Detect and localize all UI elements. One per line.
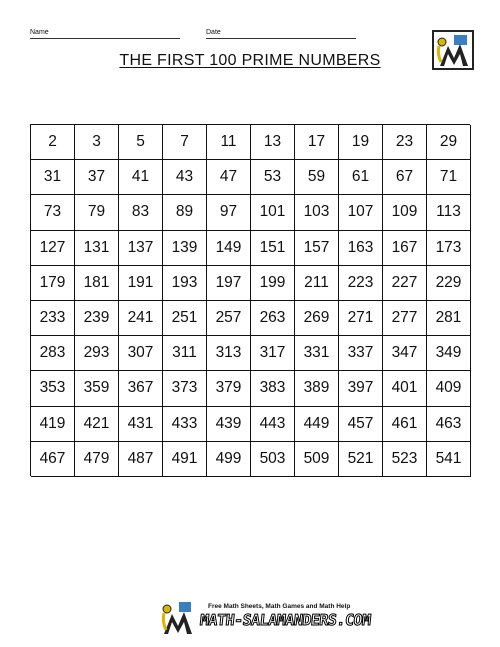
prime-cell: 463	[427, 407, 471, 442]
prime-cell: 79	[75, 195, 119, 230]
prime-cell: 109	[383, 195, 427, 230]
prime-cell: 349	[427, 336, 471, 371]
prime-cell: 409	[427, 371, 471, 406]
prime-cell: 127	[31, 231, 75, 266]
footer-brand-link[interactable]: MATH-SALAMANDERS.COM	[199, 611, 372, 629]
prime-cell: 373	[163, 371, 207, 406]
prime-cell: 269	[295, 301, 339, 336]
prime-cell: 23	[383, 125, 427, 160]
prime-cell: 43	[163, 160, 207, 195]
prime-cell: 359	[75, 371, 119, 406]
prime-cell: 5	[119, 125, 163, 160]
name-line	[30, 38, 180, 39]
prime-cell: 499	[207, 442, 251, 477]
footer-salamander-icon	[160, 600, 196, 636]
prime-cell: 521	[339, 442, 383, 477]
prime-cell: 53	[251, 160, 295, 195]
prime-cell: 211	[295, 266, 339, 301]
name-label: Name	[30, 29, 49, 36]
prime-cell: 457	[339, 407, 383, 442]
prime-cell: 331	[295, 336, 339, 371]
prime-cell: 317	[251, 336, 295, 371]
prime-cell: 389	[295, 371, 339, 406]
prime-cell: 541	[427, 442, 471, 477]
prime-cell: 509	[295, 442, 339, 477]
prime-cell: 71	[427, 160, 471, 195]
prime-cell: 151	[251, 231, 295, 266]
prime-cell: 281	[427, 301, 471, 336]
prime-cell: 461	[383, 407, 427, 442]
prime-cell: 251	[163, 301, 207, 336]
prime-cell: 293	[75, 336, 119, 371]
footer-tagline: Free Math Sheets, Math Games and Math Help	[208, 603, 351, 610]
prime-cell: 113	[427, 195, 471, 230]
prime-cell: 59	[295, 160, 339, 195]
page-title: THE FIRST 100 PRIME NUMBERS	[119, 52, 381, 69]
prime-cell: 139	[163, 231, 207, 266]
prime-cell: 271	[339, 301, 383, 336]
prime-cell: 433	[163, 407, 207, 442]
prime-cell: 263	[251, 301, 295, 336]
prime-cell: 31	[31, 160, 75, 195]
prime-cell: 431	[119, 407, 163, 442]
prime-cell: 449	[295, 407, 339, 442]
prime-cell: 443	[251, 407, 295, 442]
prime-cell: 83	[119, 195, 163, 230]
prime-cell: 29	[427, 125, 471, 160]
prime-cell: 379	[207, 371, 251, 406]
prime-cell: 103	[295, 195, 339, 230]
prime-cell: 101	[251, 195, 295, 230]
prime-cell: 503	[251, 442, 295, 477]
prime-cell: 239	[75, 301, 119, 336]
prime-cell: 107	[339, 195, 383, 230]
prime-cell: 89	[163, 195, 207, 230]
prime-cell: 523	[383, 442, 427, 477]
prime-cell: 257	[207, 301, 251, 336]
prime-cell: 401	[383, 371, 427, 406]
date-label: Date	[206, 29, 221, 36]
prime-cell: 199	[251, 266, 295, 301]
prime-cell: 11	[207, 125, 251, 160]
prime-cell: 13	[251, 125, 295, 160]
prime-cell: 491	[163, 442, 207, 477]
prime-cell: 383	[251, 371, 295, 406]
prime-cell: 173	[427, 231, 471, 266]
prime-cell: 197	[207, 266, 251, 301]
prime-cell: 227	[383, 266, 427, 301]
prime-cell: 307	[119, 336, 163, 371]
prime-cell: 313	[207, 336, 251, 371]
prime-cell: 179	[31, 266, 75, 301]
prime-cell: 163	[339, 231, 383, 266]
prime-cell: 421	[75, 407, 119, 442]
prime-cell: 283	[31, 336, 75, 371]
prime-table	[30, 124, 470, 476]
prime-cell: 397	[339, 371, 383, 406]
prime-cell: 311	[163, 336, 207, 371]
prime-cell: 37	[75, 160, 119, 195]
prime-cell: 67	[383, 160, 427, 195]
prime-cell: 229	[427, 266, 471, 301]
prime-cell: 19	[339, 125, 383, 160]
prime-cell: 347	[383, 336, 427, 371]
prime-cell: 419	[31, 407, 75, 442]
prime-cell: 241	[119, 301, 163, 336]
prime-cell: 61	[339, 160, 383, 195]
prime-cell: 137	[119, 231, 163, 266]
date-line	[206, 38, 356, 39]
prime-cell: 233	[31, 301, 75, 336]
prime-cell: 97	[207, 195, 251, 230]
prime-cell: 439	[207, 407, 251, 442]
prime-cell: 223	[339, 266, 383, 301]
prime-cell: 2	[31, 125, 75, 160]
prime-cell: 467	[31, 442, 75, 477]
prime-cell: 73	[31, 195, 75, 230]
prime-cell: 277	[383, 301, 427, 336]
prime-cell: 149	[207, 231, 251, 266]
prime-cell: 47	[207, 160, 251, 195]
prime-cell: 487	[119, 442, 163, 477]
prime-cell: 353	[31, 371, 75, 406]
prime-cell: 167	[383, 231, 427, 266]
prime-cell: 157	[295, 231, 339, 266]
prime-cell: 367	[119, 371, 163, 406]
prime-cell: 3	[75, 125, 119, 160]
prime-cell: 7	[163, 125, 207, 160]
prime-cell: 479	[75, 442, 119, 477]
prime-cell: 191	[119, 266, 163, 301]
prime-cell: 17	[295, 125, 339, 160]
prime-cell: 131	[75, 231, 119, 266]
prime-cell: 41	[119, 160, 163, 195]
prime-cell: 337	[339, 336, 383, 371]
prime-cell: 193	[163, 266, 207, 301]
prime-cell: 181	[75, 266, 119, 301]
